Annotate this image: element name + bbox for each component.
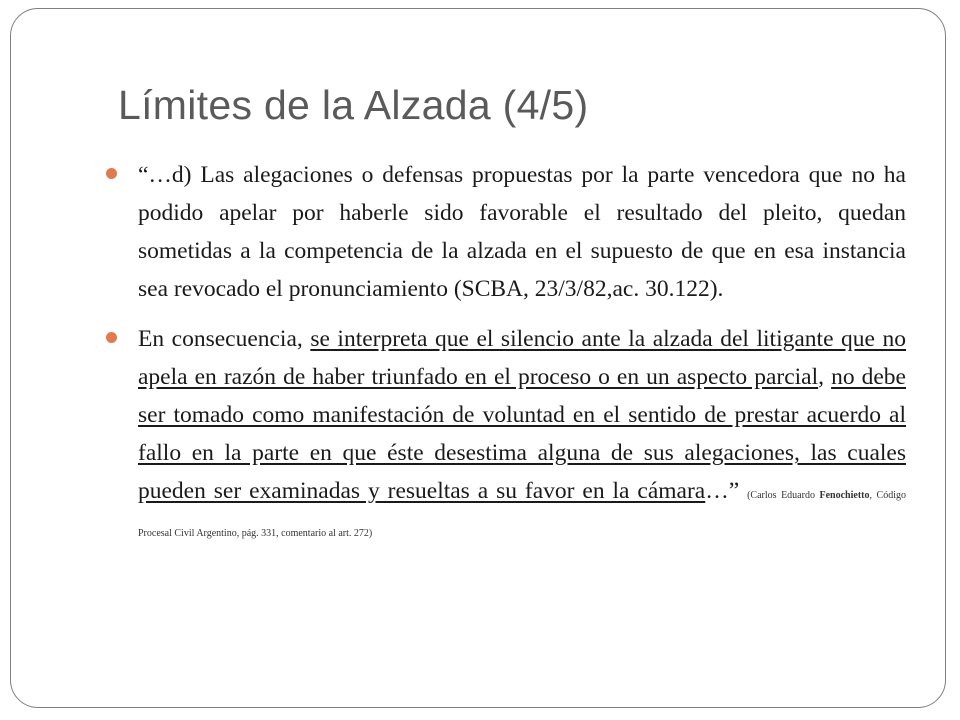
bullet-lead-text: En consecuencia,	[138, 326, 311, 352]
citation-open: (Carlos Eduardo	[747, 490, 820, 501]
bullet-dot-icon	[106, 332, 117, 343]
slide-title: Límites de la Alzada (4/5)	[118, 82, 589, 128]
bullet-tail-text: …”	[705, 478, 748, 504]
bullet-item-1	[104, 156, 906, 308]
bullet-text-quote: “…d) Las alegaciones o defensas propuestas por la parte vencedora que no ha podido apelar por haberle sido favorable el resultado del pleito, quedan sometidas a la competencia de la alzada en el supuesto de que en esa instancia sea revocado el pronunciamiento (SCBA, 23/3/82,ac. 30.122).	[138, 162, 906, 302]
bullet-item-2	[104, 320, 906, 548]
bullet-dot-icon	[106, 168, 117, 179]
underlined-text-2: no debe ser tomado como manifestación de voluntad en el sentido de prestar acuerdo al fallo en la parte en que éste desestima alguna de sus alegaciones, las cuales pueden ser examinadas y resueltas a su favor en la cámara	[138, 364, 906, 504]
bullet-mid-text: ,	[818, 364, 832, 390]
citation-author: Fenochietto	[819, 490, 870, 501]
citation-rest: , Código Procesal Civil Argentino, pág. 331, comentario al art. 272)	[138, 490, 906, 539]
bullet-list	[104, 156, 906, 560]
underlined-text-1: se interpreta que el silencio ante la alzada del litigante que no apela en razón de haber triunfado en el proceso o en un aspecto parcial	[138, 326, 906, 390]
